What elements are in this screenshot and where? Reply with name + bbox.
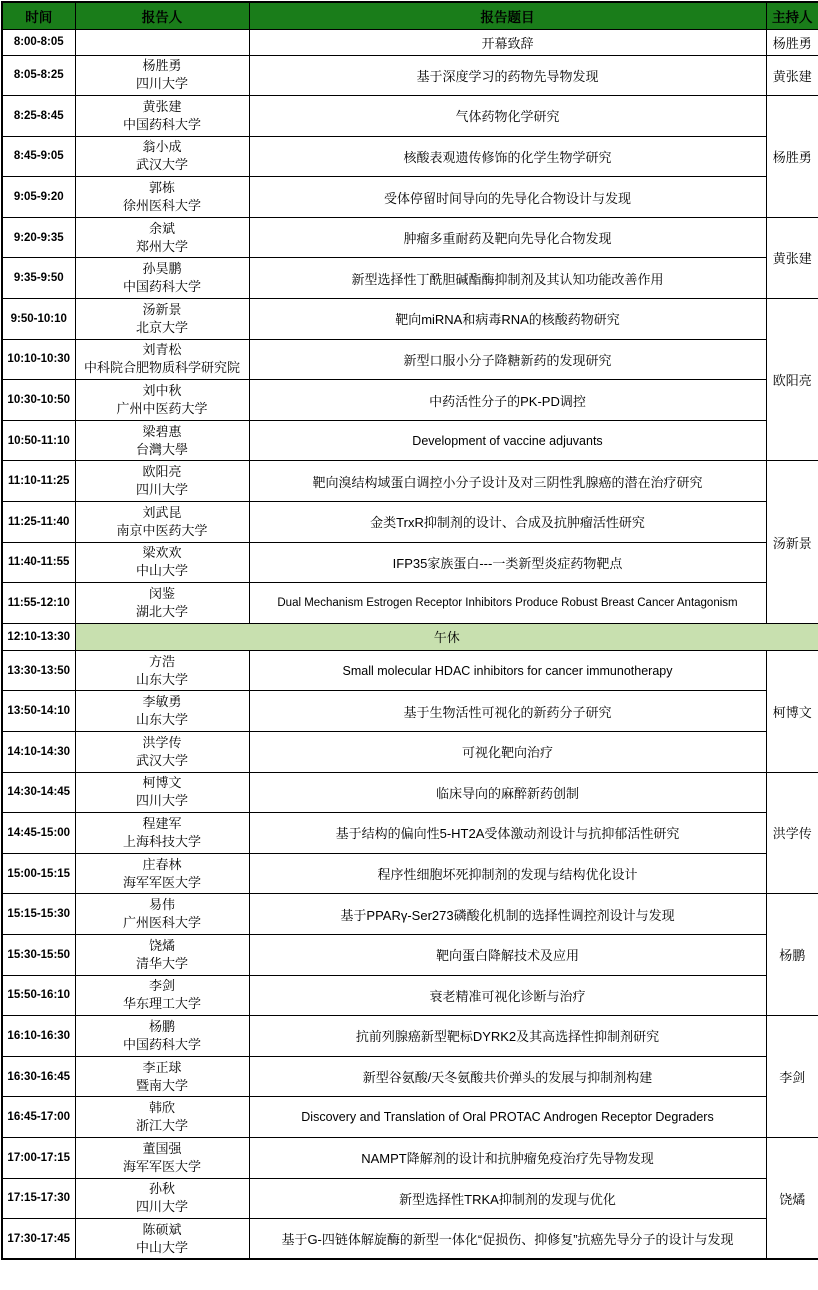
talk-title-cell: 抗前列腺癌新型靶标DYRK2及其高选择性抑制剂研究	[249, 1016, 766, 1057]
talk-title-cell: 中药活性分子的PK-PD调控	[249, 380, 766, 421]
speaker-cell	[75, 1178, 249, 1219]
speaker-name: 黄张建	[142, 98, 182, 114]
speaker-affiliation: 武汉大学	[135, 752, 188, 768]
session-row	[2, 894, 818, 935]
speaker-name: 柯博文	[142, 775, 182, 791]
speaker-cell	[75, 461, 249, 502]
talk-title-cell: IFP35家族蛋白---一类新型炎症药物靶点	[249, 542, 766, 583]
time-cell: 13:50-14:10	[2, 691, 75, 732]
speaker-affiliation: 四川大学	[135, 76, 188, 92]
speaker-affiliation: 广州中医药大学	[116, 401, 208, 417]
talk-title-cell: 新型口服小分子降糖新药的发现研究	[249, 339, 766, 380]
session-row	[2, 136, 818, 177]
time-cell: 16:30-16:45	[2, 1056, 75, 1097]
host-cell: 饶燏	[766, 1137, 818, 1259]
talk-title-cell: 基于生物活性可视化的新药分子研究	[249, 691, 766, 732]
session-row	[2, 691, 818, 732]
time-cell: 11:40-11:55	[2, 542, 75, 583]
speaker-name: 洪学传	[142, 734, 182, 750]
speaker-name: 汤新景	[142, 301, 182, 317]
speaker-name: 程建军	[142, 815, 182, 831]
speaker-name: 李敏勇	[142, 694, 182, 710]
speaker-affiliation: 南京中医药大学	[116, 522, 208, 538]
time-cell: 11:25-11:40	[2, 502, 75, 543]
speaker-name: 梁欢欢	[142, 545, 182, 561]
host-cell: 欧阳亮	[766, 299, 818, 461]
session-row	[2, 1137, 818, 1178]
lunch-row	[2, 623, 818, 650]
session-row	[2, 380, 818, 421]
session-row	[2, 975, 818, 1016]
session-row	[2, 650, 818, 691]
host-cell: 杨胜勇	[766, 29, 818, 55]
speaker-name: 闵鉴	[148, 586, 175, 602]
speaker-affiliation: 华东理工大学	[122, 996, 201, 1012]
session-row	[2, 934, 818, 975]
talk-title-cell: 新型选择性TRKA抑制剂的发现与优化	[249, 1178, 766, 1219]
speaker-affiliation: 台灣大學	[135, 441, 188, 457]
talk-title-cell: Small molecular HDAC inhibitors for cancer immunotherapy	[249, 650, 766, 691]
speaker-name: 刘武昆	[142, 504, 182, 520]
speaker-cell	[75, 934, 249, 975]
speaker-cell	[75, 583, 249, 624]
talk-title-cell: Dual Mechanism Estrogen Receptor Inhibitors Produce Robust Breast Cancer Antagonism	[249, 583, 766, 624]
time-cell: 9:05-9:20	[2, 177, 75, 218]
speaker-name: 刘青松	[142, 342, 182, 358]
speaker-cell	[75, 813, 249, 854]
time-cell: 8:25-8:45	[2, 96, 75, 137]
speaker-cell	[75, 894, 249, 935]
session-row	[2, 1056, 818, 1097]
speaker-name: 梁碧惠	[142, 423, 182, 439]
speaker-affiliation: 中国药科大学	[122, 279, 201, 295]
speaker-cell	[75, 975, 249, 1016]
speaker-cell	[75, 1016, 249, 1057]
time-cell: 15:15-15:30	[2, 894, 75, 935]
talk-title-cell: 开幕致辞	[249, 29, 766, 55]
speaker-name: 韩欣	[148, 1100, 175, 1116]
speaker-cell	[75, 29, 249, 55]
time-cell: 11:10-11:25	[2, 461, 75, 502]
speaker-name: 翁小成	[142, 139, 182, 155]
host-cell: 李剑	[766, 1016, 818, 1138]
speaker-cell	[75, 380, 249, 421]
header-title: 报告题目	[249, 2, 766, 29]
speaker-cell	[75, 650, 249, 691]
speaker-cell	[75, 258, 249, 299]
session-row	[2, 732, 818, 773]
speaker-name: 刘中秋	[142, 383, 182, 399]
header-time: 时间	[2, 2, 75, 29]
session-row	[2, 813, 818, 854]
speaker-cell	[75, 55, 249, 96]
session-row	[2, 542, 818, 583]
session-row	[2, 1097, 818, 1138]
session-row	[2, 177, 818, 218]
speaker-affiliation: 武汉大学	[135, 157, 188, 173]
speaker-name: 陈硕斌	[142, 1221, 182, 1237]
speaker-name: 李正球	[142, 1059, 182, 1075]
time-cell: 17:15-17:30	[2, 1178, 75, 1219]
speaker-name: 董国强	[142, 1140, 182, 1156]
speaker-cell	[75, 299, 249, 340]
time-cell: 12:10-13:30	[2, 623, 75, 650]
speaker-affiliation: 广州医科大学	[122, 915, 201, 931]
speaker-affiliation: 四川大学	[135, 482, 188, 498]
session-row	[2, 339, 818, 380]
session-row	[2, 461, 818, 502]
time-cell: 17:00-17:15	[2, 1137, 75, 1178]
speaker-affiliation: 北京大学	[135, 319, 188, 335]
talk-title-cell: 基于G-四链体解旋酶的新型一体化“促损伤、抑修复”抗癌先导分子的设计与发现	[249, 1219, 766, 1260]
time-cell: 8:05-8:25	[2, 55, 75, 96]
time-cell: 17:30-17:45	[2, 1219, 75, 1260]
talk-title-cell: NAMPT降解剂的设计和抗肿瘤免疫治疗先导物发现	[249, 1137, 766, 1178]
speaker-affiliation: 中山大学	[135, 563, 188, 579]
speaker-name: 李剑	[148, 978, 175, 994]
speaker-name: 余斌	[148, 220, 175, 236]
speaker-cell	[75, 96, 249, 137]
speaker-affiliation: 徐州医科大学	[122, 198, 201, 214]
time-cell: 15:50-16:10	[2, 975, 75, 1016]
host-cell: 洪学传	[766, 772, 818, 894]
talk-title-cell: Development of vaccine adjuvants	[249, 420, 766, 461]
speaker-cell	[75, 853, 249, 894]
speaker-affiliation: 中山大学	[135, 1239, 188, 1255]
speaker-cell	[75, 691, 249, 732]
talk-title-cell: 新型选择性丁酰胆碱酯酶抑制剂及其认知功能改善作用	[249, 258, 766, 299]
time-cell: 14:45-15:00	[2, 813, 75, 854]
speaker-affiliation: 山东大学	[135, 712, 188, 728]
time-cell: 10:30-10:50	[2, 380, 75, 421]
speaker-affiliation: 清华大学	[135, 955, 188, 971]
host-cell: 柯博文	[766, 650, 818, 772]
speaker-cell	[75, 772, 249, 813]
speaker-affiliation: 中国药科大学	[122, 116, 201, 132]
time-cell: 9:35-9:50	[2, 258, 75, 299]
talk-title-cell: 靶向miRNA和病毒RNA的核酸药物研究	[249, 299, 766, 340]
time-cell: 14:10-14:30	[2, 732, 75, 773]
speaker-cell	[75, 420, 249, 461]
talk-title-cell: 新型谷氨酸/天冬氨酸共价弹头的发展与抑制剂构建	[249, 1056, 766, 1097]
session-row	[2, 502, 818, 543]
time-cell: 10:50-11:10	[2, 420, 75, 461]
speaker-affiliation: 浙江大学	[135, 1118, 188, 1134]
speaker-cell	[75, 1097, 249, 1138]
speaker-name: 庄春林	[142, 856, 182, 872]
time-cell: 16:45-17:00	[2, 1097, 75, 1138]
speaker-cell	[75, 136, 249, 177]
time-cell: 15:30-15:50	[2, 934, 75, 975]
session-row	[2, 1016, 818, 1057]
host-cell: 黄张建	[766, 55, 818, 96]
lunch-break-cell: 午休	[75, 623, 818, 650]
talk-title-cell: 靶向蛋白降解技术及应用	[249, 934, 766, 975]
host-cell: 杨鹏	[766, 894, 818, 1016]
header-host: 主持人	[766, 2, 818, 29]
speaker-name: 杨鹏	[148, 1018, 175, 1034]
talk-title-cell: 基于深度学习的药物先导物发现	[249, 55, 766, 96]
time-cell: 9:20-9:35	[2, 217, 75, 258]
time-cell: 15:00-15:15	[2, 853, 75, 894]
speaker-cell	[75, 177, 249, 218]
session-row	[2, 96, 818, 137]
time-cell: 9:50-10:10	[2, 299, 75, 340]
speaker-cell	[75, 1219, 249, 1260]
talk-title-cell: 靶向溴结构域蛋白调控小分子设计及对三阴性乳腺癌的潜在治疗研究	[249, 461, 766, 502]
talk-title-cell: 衰老精准可视化诊断与治疗	[249, 975, 766, 1016]
time-cell: 14:30-14:45	[2, 772, 75, 813]
talk-title-cell: 可视化靶向治疗	[249, 732, 766, 773]
speaker-affiliation: 中国药科大学	[122, 1036, 201, 1052]
speaker-affiliation: 四川大学	[135, 793, 188, 809]
session-row	[2, 583, 818, 624]
session-row	[2, 420, 818, 461]
session-row	[2, 29, 818, 55]
host-cell: 黄张建	[766, 217, 818, 298]
speaker-affiliation: 四川大学	[135, 1199, 188, 1215]
talk-title-cell: 核酸表观遗传修饰的化学生物学研究	[249, 136, 766, 177]
session-row	[2, 217, 818, 258]
speaker-name: 郭栋	[148, 180, 175, 196]
time-cell: 16:10-16:30	[2, 1016, 75, 1057]
talk-title-cell: 基于结构的偏向性5-HT2A受体激动剂设计与抗抑郁活性研究	[249, 813, 766, 854]
speaker-name: 孙秋	[148, 1181, 175, 1197]
talk-title-cell: 金类TrxR抑制剂的设计、合成及抗肿瘤活性研究	[249, 502, 766, 543]
session-row	[2, 853, 818, 894]
talk-title-cell: 受体停留时间导向的先导化合物设计与发现	[249, 177, 766, 218]
talk-title-cell: Discovery and Translation of Oral PROTAC Androgen Receptor Degraders	[249, 1097, 766, 1138]
conference-schedule-table	[1, 1, 818, 1260]
time-cell: 8:45-9:05	[2, 136, 75, 177]
speaker-affiliation: 上海科技大学	[122, 833, 201, 849]
speaker-cell	[75, 1137, 249, 1178]
talk-title-cell: 肿瘤多重耐药及靶向先导化合物发现	[249, 217, 766, 258]
speaker-affiliation: 山东大学	[135, 671, 188, 687]
speaker-affiliation: 海军军医大学	[122, 1158, 201, 1174]
schedule-body	[2, 29, 818, 1259]
session-row	[2, 55, 818, 96]
speaker-name: 方浩	[148, 653, 175, 669]
speaker-affiliation: 郑州大学	[135, 238, 188, 254]
session-row	[2, 258, 818, 299]
speaker-name: 孙昊鹏	[142, 261, 182, 277]
host-cell: 杨胜勇	[766, 96, 818, 218]
speaker-cell	[75, 217, 249, 258]
speaker-cell	[75, 1056, 249, 1097]
speaker-cell	[75, 542, 249, 583]
header-row	[2, 2, 818, 29]
time-cell: 10:10-10:30	[2, 339, 75, 380]
speaker-affiliation: 暨南大学	[135, 1077, 188, 1093]
header-speaker: 报告人	[75, 2, 249, 29]
session-row	[2, 772, 818, 813]
speaker-affiliation: 湖北大学	[135, 604, 188, 620]
speaker-cell	[75, 732, 249, 773]
session-row	[2, 299, 818, 340]
table-header	[2, 2, 818, 29]
session-row	[2, 1219, 818, 1260]
time-cell: 13:30-13:50	[2, 650, 75, 691]
speaker-name: 饶燏	[148, 937, 175, 953]
speaker-name: 杨胜勇	[142, 58, 182, 74]
time-cell: 8:00-8:05	[2, 29, 75, 55]
speaker-cell	[75, 502, 249, 543]
time-cell: 11:55-12:10	[2, 583, 75, 624]
host-cell: 汤新景	[766, 461, 818, 623]
speaker-affiliation: 海军军医大学	[122, 874, 201, 890]
speaker-name: 欧阳亮	[142, 464, 182, 480]
speaker-cell	[75, 339, 249, 380]
speaker-affiliation: 中科院合肥物质科学研究院	[83, 360, 240, 376]
talk-title-cell: 基于PPARγ-Ser273磷酸化机制的选择性调控剂设计与发现	[249, 894, 766, 935]
talk-title-cell: 气体药物化学研究	[249, 96, 766, 137]
session-row	[2, 1178, 818, 1219]
talk-title-cell: 临床导向的麻醉新药创制	[249, 772, 766, 813]
speaker-name: 易伟	[148, 897, 175, 913]
talk-title-cell: 程序性细胞坏死抑制剂的发现与结构优化设计	[249, 853, 766, 894]
